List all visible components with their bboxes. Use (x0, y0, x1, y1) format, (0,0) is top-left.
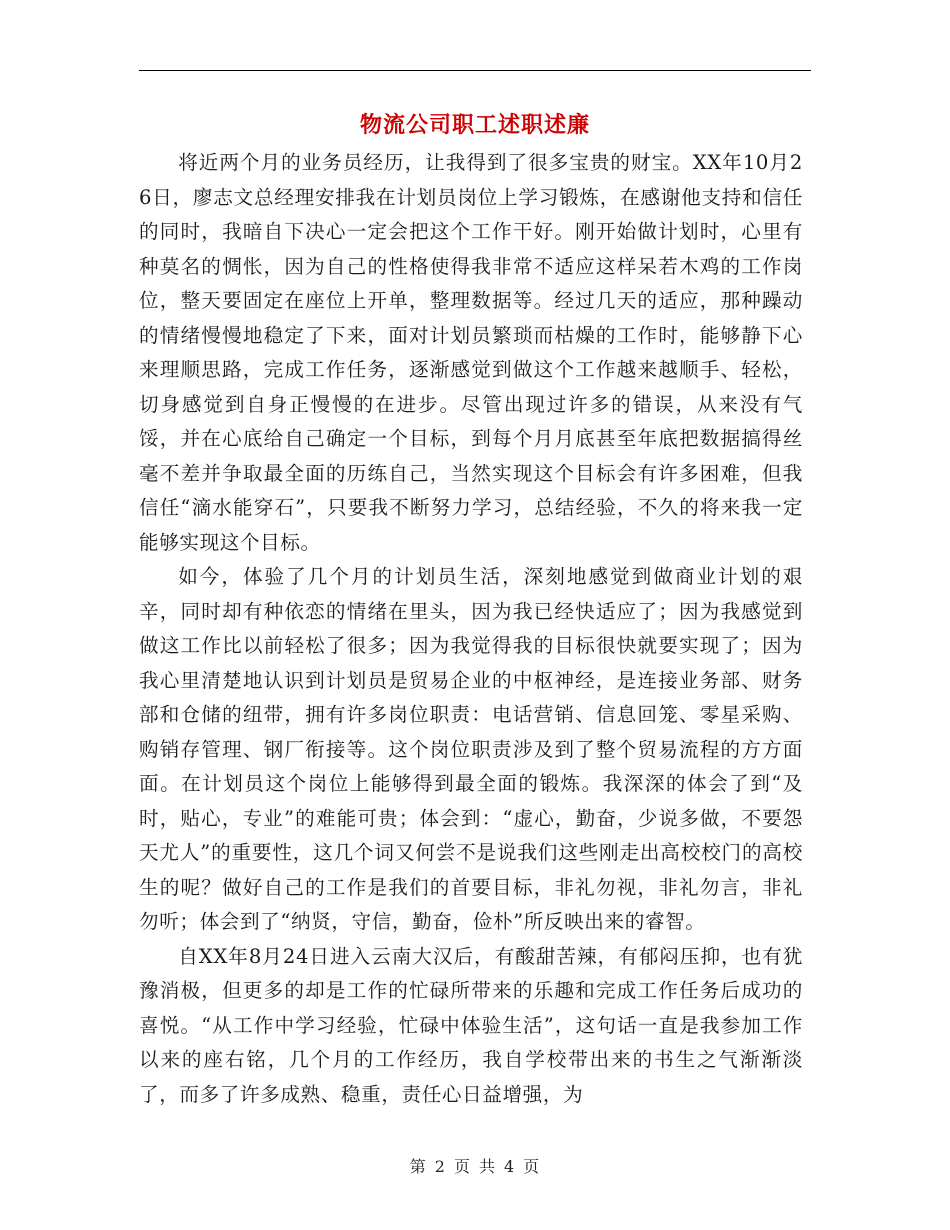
page-footer (0, 1154, 950, 1177)
total-label: 页 (523, 1157, 541, 1176)
page-prefix: 第 (409, 1157, 427, 1176)
current-page-number: 2 (434, 1157, 446, 1176)
total-prefix: 共 (479, 1157, 497, 1176)
page-label: 页 (453, 1157, 471, 1176)
document-body (139, 146, 803, 1112)
paragraph: 如今，体验了几个月的计划员生活，深刻地感觉到做商业计划的艰辛，同时却有种依恋的情绪在里头，因为我已经快适应了；因为我感觉到做这工作比以前轻松了很多；因为我觉得我的目标很快就要实现了；因为我心里清楚地认识到计划员是贸易企业的中枢神经，是连接业务部、财务部和仓储的纽带，拥有许多岗位职责：电话营销、信息回笼、零星采购、购销存管理、钢厂衔接等。这个岗位职责涉及到了整个贸易流程的方方面面。在计划员这个岗位上能够得到最全面的锻炼。我深深的体会了到“及时，贴心，专业”的难能可贵；体会到：“虚心，勤奋，少说多做，不要怨天尤人”的重要性，这几个词又何尝不是说我们这些刚走出高校校门的高校生的呢？做好自己的工作是我们的首要目标，非礼勿视，非礼勿言，非礼勿听；体会到了“纳贤，守信，勤奋，俭朴”所反映出来的睿智。 (139, 565, 803, 933)
document-title: 物流公司职工述职述廉 (359, 112, 590, 138)
paragraph: 自XX年8月24日进入云南大汉后，有酸甜苦辣，有郁闷压抑，也有犹豫消极，但更多的却是工作的忙碌所带来的乐趣和完成工作任务后成功的喜悦。“从工作中学习经验，忙碌中体验生活”，这句话一直是我参加工作以来的座右铭，几个月的工作经历，我自学校带出来的书生之气渐渐淡了，而多了许多成熟、稳重，责任心日益增强，为 (139, 944, 803, 1106)
header-rule (139, 70, 811, 71)
paragraph: 将近两个月的业务员经历，让我得到了很多宝贵的财宝。XX年10月26日，廖志文总经理安排我在计划员岗位上学习锻炼，在感谢他支持和信任的同时，我暗自下决心一定会把这个工作干好。刚开始做计划时，心里有种莫名的惆怅，因为自己的性格使得我非常不适应这样呆若木鸡的工作岗位，整天要固定在座位上开单，整理数据等。经过几天的适应，那种躁动的情绪慢慢地稳定了下来，面对计划员繁琐而枯燥的工作时，能够静下心来理顺思路，完成工作任务，逐渐感觉到做这个工作越来越顺手、轻松，切身感觉到自身正慢慢的在进步。尽管出现过许多的错误，从来没有气馁，并在心底给自己确定一个目标，到每个月月底甚至年底把数据搞得丝毫不差并争取最全面的历练自己，当然实现这个目标会有许多困难，但我信任“滴水能穿石”，只要我不断努力学习，总结经验，不久的将来我一定能够实现这个目标。 (139, 151, 803, 554)
total-page-count: 4 (504, 1157, 516, 1176)
